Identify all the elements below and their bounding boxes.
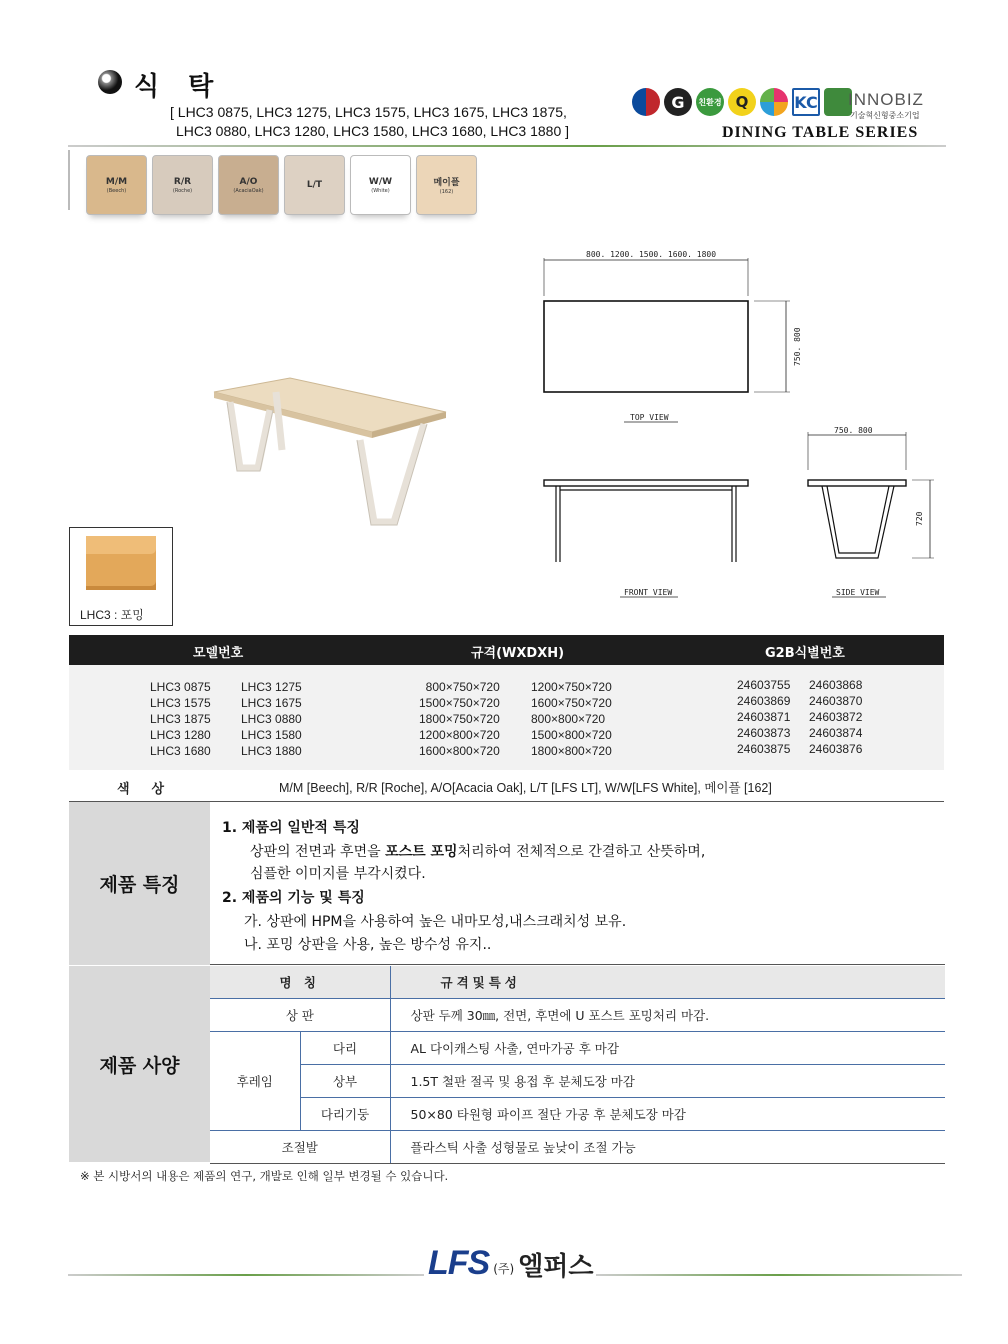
features-body <box>210 802 945 965</box>
kc-mark-icon: KC <box>792 88 820 116</box>
edge-sample-image <box>70 528 172 600</box>
eco-label-icon: 친환경 <box>696 88 724 116</box>
table-row <box>210 1031 945 1064</box>
side-height-dimension: 720 <box>915 511 924 526</box>
korea-emblem-icon <box>632 88 660 116</box>
feature-heading-2: 2. 제품의 기능 및 특징 <box>222 890 365 906</box>
upper-spec: 1.5T 철판 절곡 및 용접 후 분체도장 마감 <box>390 1064 945 1097</box>
company-name: 엘퍼스 <box>518 1252 594 1282</box>
adjuster-spec: 플라스틱 사출 성형물로 높낮이 조절 가능 <box>390 1130 945 1163</box>
top-spec: 상판 두께 30㎜, 전면, 후면에 U 포스트 포밍처리 마감. <box>390 998 945 1031</box>
spec-details-label: 제품 사양 <box>69 966 210 1162</box>
swatch-subtitle: (Roche) <box>172 187 193 194</box>
innobiz-subtitle: 기술혁신형중소기업 <box>850 111 920 120</box>
table-row <box>210 1130 945 1163</box>
post-name: 다리기둥 <box>300 1097 390 1130</box>
footer-divider-right <box>596 1274 962 1276</box>
g2b-column-1: 24603755 24603869 24603871 24603873 24603875 <box>737 678 791 756</box>
side-depth-dimension: 750. 800 <box>834 426 873 435</box>
swatch-0 <box>86 155 147 215</box>
header-model-number: 모델번호 <box>193 646 244 661</box>
swatch-2 <box>218 155 279 215</box>
header-divider-vertical <box>68 150 70 210</box>
features-label: 제품 특징 <box>69 802 210 965</box>
swatch-subtitle: (162) <box>439 189 454 195</box>
size-column-1: 800×750×720 1500×750×720 1800×750×720 1200×800×720 1600×800×720 <box>419 680 500 758</box>
front-view-label: FRONT VIEW <box>624 588 673 597</box>
post-spec: 50×80 타원형 파이프 절단 가공 후 분체도장 마감 <box>390 1097 945 1130</box>
upper-name: 상부 <box>300 1064 390 1097</box>
adjuster-name: 조절발 <box>210 1130 390 1163</box>
feature-line-2a: 가. 상판에 HPM을 사용하여 높은 내마모성,내스크래치성 보유. <box>244 914 627 930</box>
innobiz-text: INNOBIZ <box>848 90 924 109</box>
spec-table-header <box>69 635 944 665</box>
table-row <box>210 1064 945 1097</box>
corp-mark: (주) <box>493 1262 515 1276</box>
header-g2b-number: G2B식별번호 <box>765 646 845 661</box>
frame-name: 후레임 <box>210 1031 300 1130</box>
table-row <box>210 1097 945 1130</box>
footer-divider-left <box>68 1274 424 1276</box>
g-mark-icon: G <box>664 88 692 116</box>
disclaimer-note: ※ 본 시방서의 내용은 제품의 연구, 개발로 인해 일부 변경될 수 있습니다. <box>80 1169 449 1183</box>
swatch-code: L/T <box>306 179 323 190</box>
swatch-code: A/O <box>239 176 258 187</box>
top-width-dimension: 800. 1200. 1500. 1600. 1800 <box>586 250 717 259</box>
model-column-2: LHC3 1275 LHC3 1675 LHC3 0880 LHC3 1580 LHC3 1880 <box>241 680 302 758</box>
g2b-column-2: 24603868 24603870 24603872 24603874 24603876 <box>809 678 863 756</box>
swatch-subtitle: (AcaciaOak) <box>233 187 264 194</box>
top-view-label: TOP VIEW <box>630 413 669 422</box>
color-swatches <box>86 155 477 215</box>
color-label: 색상 <box>117 782 187 797</box>
leg-spec: AL 다이캐스팅 사출, 연마가공 후 마감 <box>390 1031 945 1064</box>
size-column-2: 1200×750×720 1600×750×720 800×800×720 1500×800×720 1800×800×720 <box>531 680 612 758</box>
model-list-line-1: [ LHC3 0875, LHC3 1275, LHC3 1575, LHC3 1675, LHC3 1875, <box>170 104 567 120</box>
swatch-subtitle: (Beech) <box>106 187 127 194</box>
swatch-code: W/W <box>368 176 393 187</box>
technical-drawings <box>520 240 940 610</box>
side-view-label: SIDE VIEW <box>836 588 880 597</box>
swatch-subtitle: (White) <box>371 187 390 194</box>
swatch-code: R/R <box>173 176 192 187</box>
swatch-code: 메이플 <box>433 178 460 188</box>
company-logo <box>428 1244 594 1283</box>
leg-name: 다리 <box>300 1031 390 1064</box>
feature-line-1b: 심플한 이미지를 부각시켰다. <box>250 866 426 882</box>
table-row <box>210 966 945 998</box>
swatch-5 <box>416 155 477 215</box>
head-spec: 규격및특성 <box>390 966 945 998</box>
product-image <box>210 370 450 540</box>
feature-line-2b: 나. 포밍 상판을 사용, 높은 방수성 유지.. <box>244 937 492 953</box>
model-list-line-2: LHC3 0880, LHC3 1280, LHC3 1580, LHC3 1680, LHC3 1880 ] <box>176 123 570 139</box>
disability-company-icon <box>760 88 788 116</box>
top-name: 상 판 <box>210 998 390 1031</box>
header-divider <box>68 145 946 147</box>
swatch-code: M/M <box>105 176 128 187</box>
spec-table-body <box>69 665 944 770</box>
certification-logos <box>632 88 852 116</box>
feature-heading-1: 1. 제품의 일반적 특징 <box>222 820 360 836</box>
header-dimensions: 규격(WXDXH) <box>471 646 565 661</box>
brand-logo: LFS <box>428 1244 490 1282</box>
head-name: 명 칭 <box>210 966 390 998</box>
color-values: M/M [Beech], R/R [Roche], A/O[Acacia Oak], L/T [LFS LT], W/W[LFS White], 메이플 [162] <box>279 781 772 795</box>
model-column-1: LHC3 0875 LHC3 1575 LHC3 1875 LHC3 1280 LHC3 1680 <box>150 680 211 758</box>
feature-line-1a: 상판의 전면과 후면을 포스트 포밍처리하여 전체적으로 간결하고 산뜻하며, <box>250 844 706 860</box>
table-row <box>210 998 945 1031</box>
spec-details-table <box>210 966 945 1164</box>
title-bullet-icon <box>98 70 122 94</box>
series-title: DINING TABLE SERIES <box>722 124 919 141</box>
top-depth-dimension: 750. 800 <box>793 327 802 366</box>
color-row <box>69 770 944 802</box>
swatch-1 <box>152 155 213 215</box>
quality-mark-icon: Q <box>728 88 756 116</box>
edge-sample-label: LHC3 : 포밍 <box>80 608 144 622</box>
swatch-3 <box>284 155 345 215</box>
page-title: 식 탁 <box>134 72 224 102</box>
swatch-4 <box>350 155 411 215</box>
